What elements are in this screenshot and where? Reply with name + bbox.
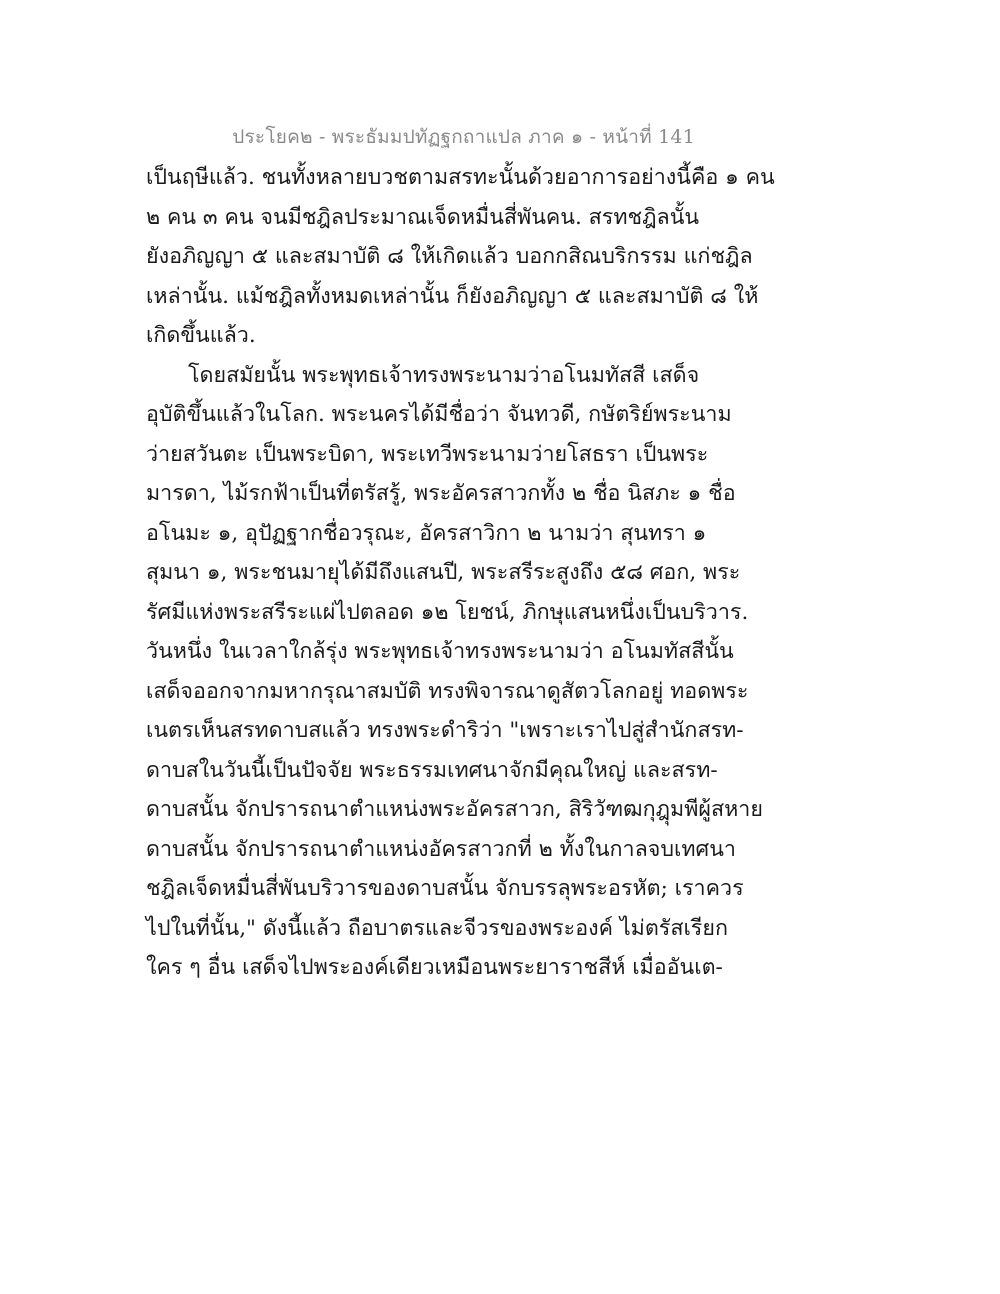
text-line: มารดา, ไม้รกฟ้าเป็นที่ตรัสรู้, พระอัครสาวกทั้ง ๒ ชื่อ นิสภะ ๑ ชื่อ <box>146 481 736 506</box>
paragraph-1 <box>146 158 775 356</box>
text-line: วันหนึ่ง ในเวลาใกล้รุ่ง พระพุทธเจ้าทรงพระนามว่า อโนมทัสสีนั้น <box>146 639 734 664</box>
text-line: ดาบสนั้น จักปรารถนาตำแหน่งพระอัครสาวก, สิริวัฑฒกุฎุมพีผู้สหาย <box>146 797 763 822</box>
text-line: เป็นฤษีแล้ว. ชนทั้งหลายบวชตามสรทะนั้นด้วยอาการอย่างนี้คือ ๑ คน <box>146 165 775 190</box>
text-line: ใคร ๆ อื่น เสด็จไปพระองค์เดียวเหมือนพระยาราชสีห์ เมื่ออันเต- <box>146 955 723 980</box>
body-text <box>146 158 775 988</box>
paragraph-2 <box>146 356 763 988</box>
running-header: ประโยค๒ - พระธัมมปทัฏฐกถาแปล ภาค ๑ - หน้าที่ 141 <box>232 126 695 148</box>
text-line: อุบัติขึ้นแล้วในโลก. พระนครได้มีชื่อว่า จันทวดี, กษัตริย์พระนาม <box>146 402 732 427</box>
text-line: เสด็จออกจากมหากรุณาสมบัติ ทรงพิจารณาดูสัตวโลกอยู่ ทอดพระ <box>146 678 749 704</box>
text-line: เหล่านั้น. แม้ชฎิลทั้งหมดเหล่านั้น ก็ยังอภิญญา ๕ และสมาบัติ ๘ ให้ <box>146 283 759 309</box>
text-line: อโนมะ ๑, อุปัฏฐากชื่อวรุณะ, อัครสาวิกา ๒ นามว่า สุนทรา ๑ <box>146 520 707 546</box>
text-line: ยังอภิญญา ๕ และสมาบัติ ๘ ให้เกิดแล้ว บอกกสิณบริกรรม แก่ชฎิล <box>146 244 753 269</box>
text-line: ไปในที่นั้น," ดังนี้แล้ว ถือบาตรและจีวรของพระองค์ ไม่ตรัสเรียก <box>146 915 728 941</box>
text-line: ๒ คน ๓ คน จนมีชฎิลประมาณเจ็ดหมื่นสี่พันคน. สรทชฎิลนั้น <box>146 204 700 230</box>
text-line: โดยสมัยนั้น พระพุทธเจ้าทรงพระนามว่าอโนมทัสสี เสด็จ <box>188 362 700 388</box>
text-line: เกิดขึ้นแล้ว. <box>146 323 256 348</box>
text-line: สุมนา ๑, พระชนมายุได้มีถึงแสนปี, พระสรีระสูงถึง ๕๘ ศอก, พระ <box>146 560 741 585</box>
text-line: ดาบสนั้น จักปรารถนาตำแหน่งอัครสาวกที่ ๒ ทั้งในกาลจบเทศนา <box>146 836 736 862</box>
text-line: เนตรเห็นสรทดาบสแล้ว ทรงพระดำริว่า "เพราะเราไปสู่สำนักสรท- <box>146 718 744 743</box>
text-line: รัศมีแห่งพระสรีระแผ่ไปตลอด ๑๒ โยชน์, ภิกษุแสนหนึ่งเป็นบริวาร. <box>146 599 749 625</box>
text-line: ชฎิลเจ็ดหมื่นสี่พันบริวารของดาบสนั้น จักบรรลุพระอรหัต; เราควร <box>146 876 744 901</box>
text-line: ดาบสในวันนี้เป็นปัจจัย พระธรรมเทศนาจักมีคุณใหญ่ และสรท- <box>146 757 718 783</box>
text-line: ว่ายสวันตะ เป็นพระบิดา, พระเทวีพระนามว่ายโสธรา เป็นพระ <box>146 441 709 467</box>
